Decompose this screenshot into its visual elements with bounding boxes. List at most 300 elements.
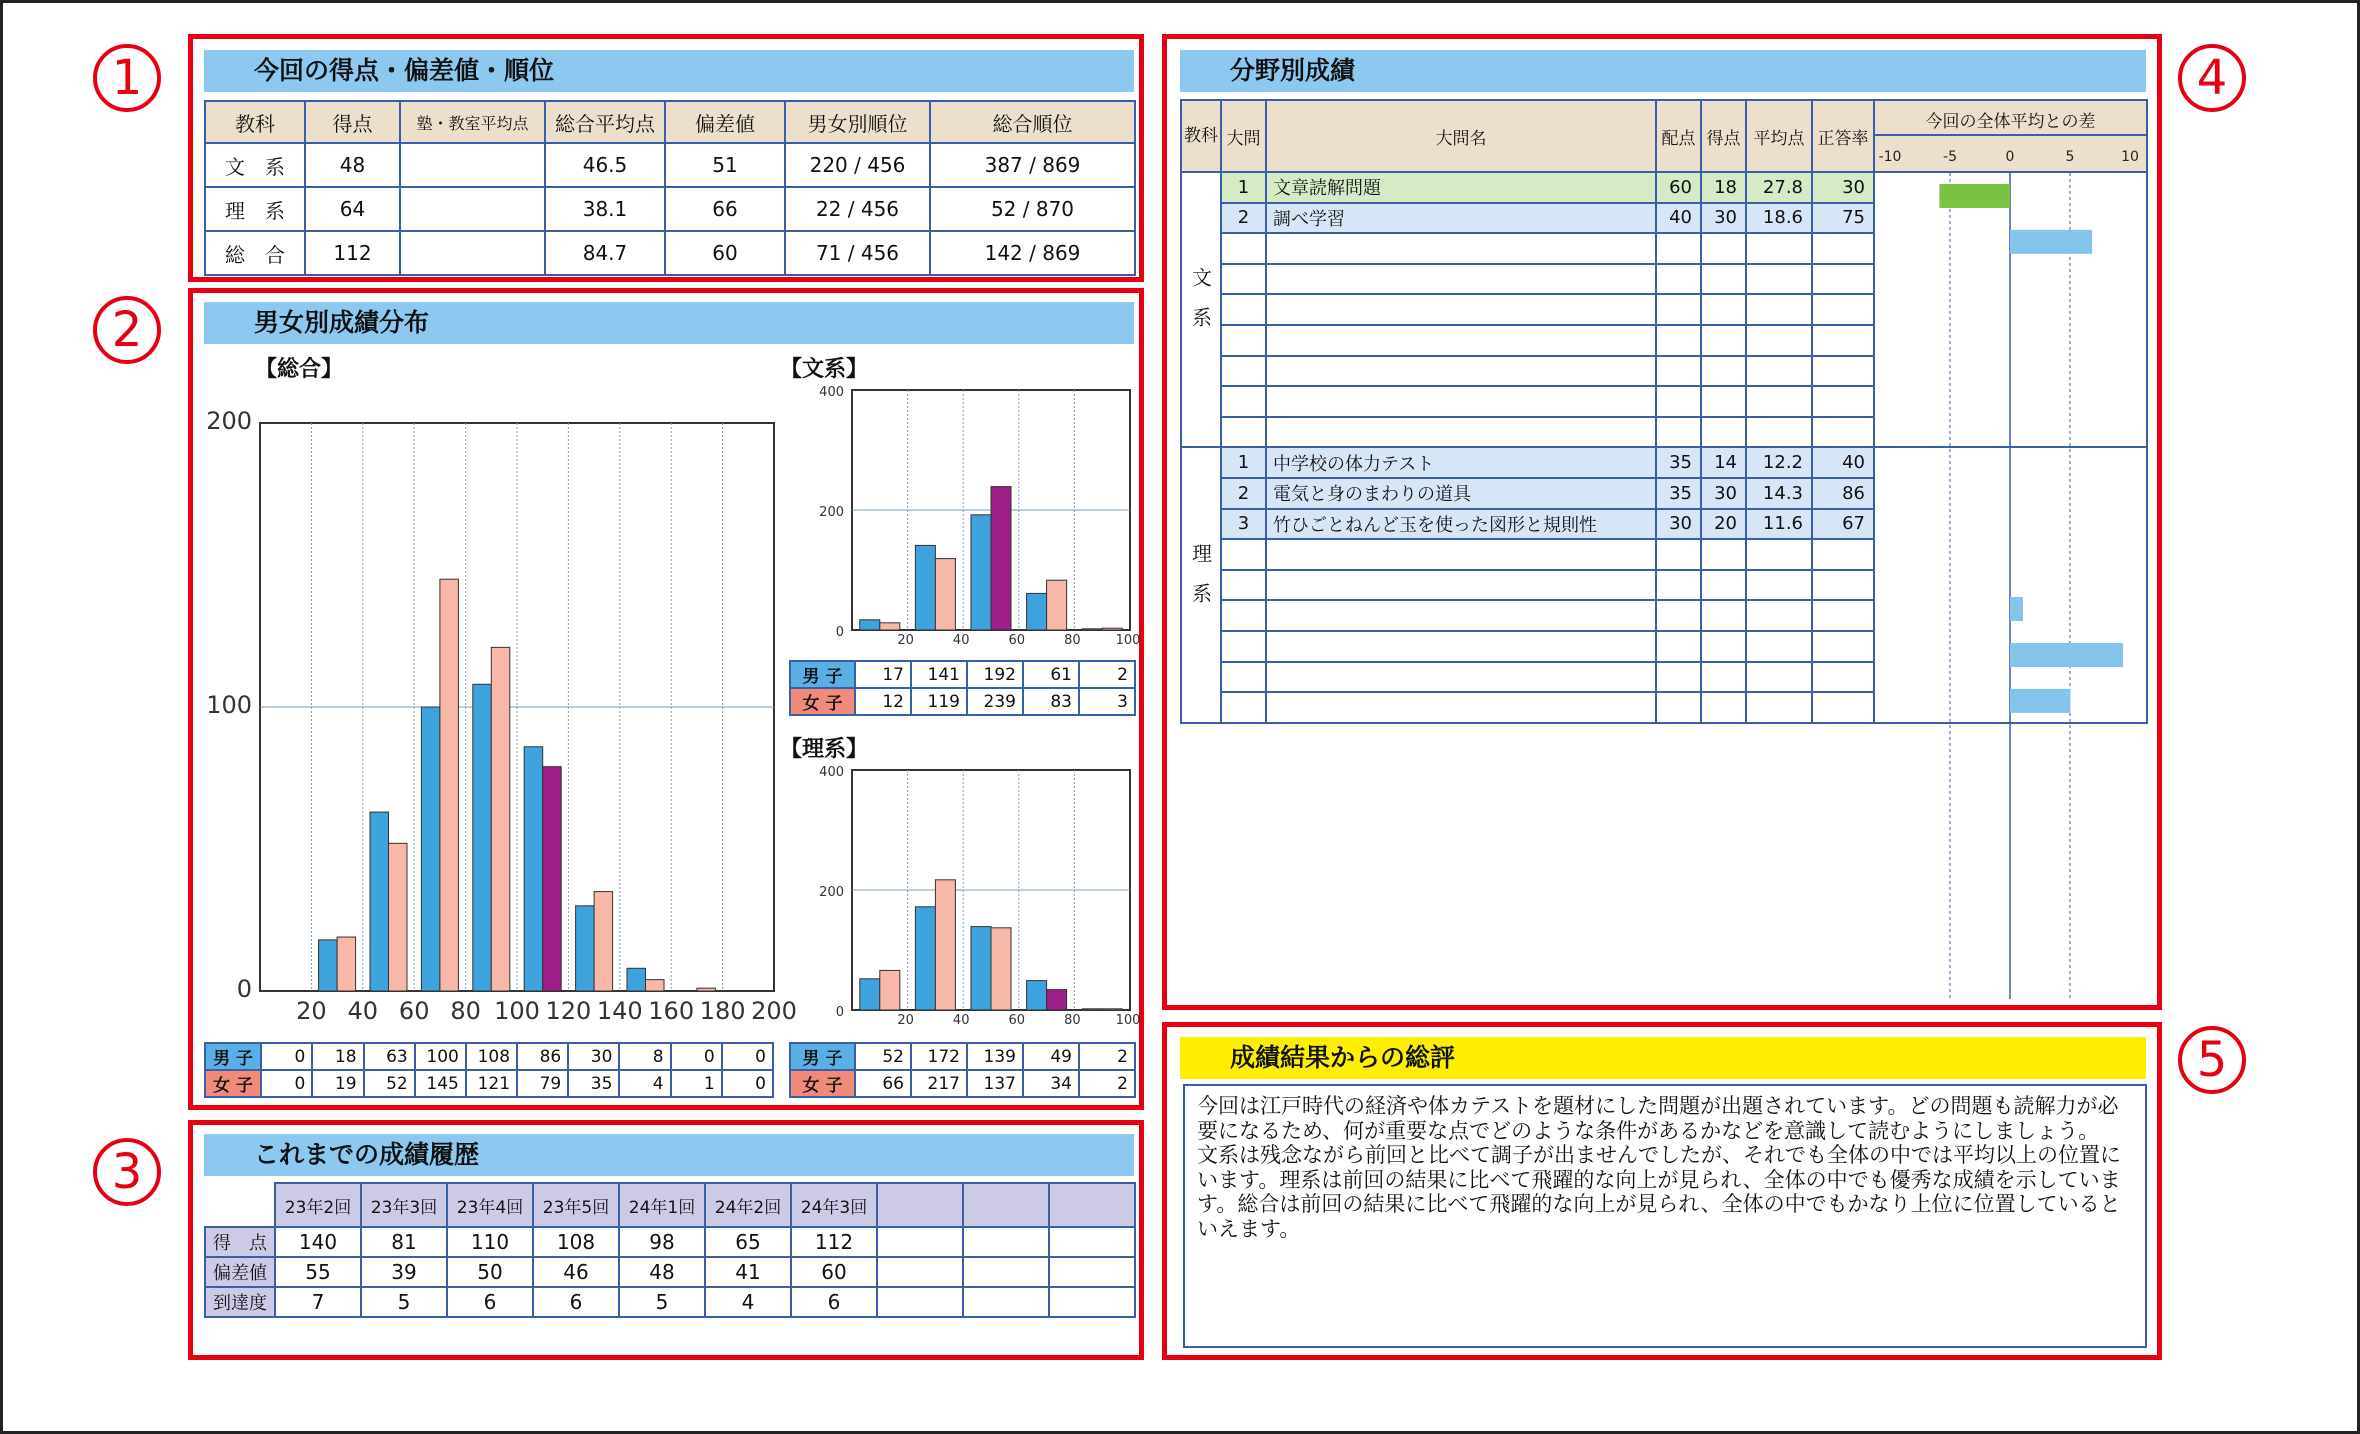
field-cell-score: [1701, 294, 1746, 325]
female-bar: [935, 880, 955, 1010]
field-cell-alloc: [1656, 662, 1701, 693]
field-subject-label: [1181, 172, 1221, 447]
field-cell-avg: [1746, 294, 1812, 325]
field-cell-alloc: 40: [1656, 203, 1701, 234]
field-cell-rate: [1812, 356, 1874, 387]
field-cell-q: [1221, 294, 1266, 325]
male-bar: [473, 684, 492, 991]
score-cell-total-rank: 142 / 869: [930, 231, 1135, 275]
male-bar: [319, 940, 338, 991]
diff-tick-label: -5: [1943, 149, 1957, 165]
header-allocation: 配点: [1656, 100, 1701, 172]
field-cell-name: 電気と身のまわりの道具: [1266, 478, 1656, 509]
history-value: 46: [533, 1257, 619, 1287]
field-cell-rate: [1812, 692, 1874, 723]
header-deviation: 偏差値: [665, 101, 785, 143]
field-cell-name: [1266, 600, 1656, 631]
y-tick-label: 100: [206, 691, 252, 719]
distribution-count: 4: [619, 1070, 670, 1097]
field-cell-alloc: 60: [1656, 172, 1701, 203]
distribution-row: [790, 1043, 1135, 1070]
y-tick-label: 400: [819, 765, 844, 780]
x-tick-label: 60: [398, 997, 430, 1025]
history-period: 23年2回: [275, 1183, 361, 1227]
x-tick-label: 100: [1115, 633, 1141, 648]
score-cell-score: 112: [305, 231, 400, 275]
distribution-count: 18: [312, 1043, 363, 1070]
distribution-count: 49: [1023, 1043, 1079, 1070]
diff-tick-label: 5: [2065, 149, 2075, 165]
score-cell-subject: 総 合: [205, 231, 305, 275]
rikei-distribution-chart: [800, 760, 1141, 1030]
history-value: 60: [791, 1257, 877, 1287]
distribution-count: 145: [415, 1070, 466, 1097]
history-value: 41: [705, 1257, 791, 1287]
field-cell-rate: 67: [1812, 509, 1874, 540]
male-bar: [915, 545, 935, 630]
score-cell-gender-rank: 220 / 456: [785, 143, 930, 187]
female-bar: [880, 970, 900, 1010]
field-cell-rate: [1812, 386, 1874, 417]
field-cell-alloc: 30: [1656, 509, 1701, 540]
section-number-5: 5: [2178, 1026, 2246, 1094]
female-bar: [880, 623, 900, 630]
diff-column-cell: [1874, 447, 2147, 722]
history-value: [1049, 1287, 1135, 1317]
field-cell-name: 竹ひごとねんど玉を使った図形と規則性: [1266, 509, 1656, 540]
history-value: 39: [361, 1257, 447, 1287]
distribution-count: 139: [967, 1043, 1023, 1070]
distribution-count: 2: [1079, 1043, 1135, 1070]
field-cell-q: [1221, 356, 1266, 387]
field-cell-rate: [1812, 631, 1874, 662]
field-cell-alloc: [1656, 417, 1701, 448]
header-total-rank: 総合順位: [930, 101, 1135, 143]
field-cell-avg: [1746, 631, 1812, 662]
history-period: [963, 1183, 1049, 1227]
female-bar: [543, 767, 562, 991]
field-row: [1181, 172, 2147, 203]
field-cell-rate: [1812, 264, 1874, 295]
distribution-count: 0: [261, 1043, 312, 1070]
field-cell-score: [1701, 539, 1746, 570]
history-value: 140: [275, 1227, 361, 1257]
distribution-row: [790, 688, 1135, 715]
x-tick-label: 100: [494, 997, 540, 1025]
field-cell-q: 2: [1221, 203, 1266, 234]
field-cell-alloc: [1656, 386, 1701, 417]
field-cell-alloc: [1656, 233, 1701, 264]
history-value: 50: [447, 1257, 533, 1287]
chart-rikei-label: 【理系】: [780, 737, 869, 762]
field-cell-alloc: [1656, 294, 1701, 325]
field-cell-alloc: [1656, 692, 1701, 723]
field-cell-name: [1266, 417, 1656, 448]
distribution-count: 3: [1079, 688, 1135, 715]
history-value: 5: [619, 1287, 705, 1317]
score-cell-subject: 理 系: [205, 187, 305, 231]
y-tick-label: 200: [206, 407, 252, 435]
history-value: 108: [533, 1227, 619, 1257]
distribution-count: 1: [671, 1070, 722, 1097]
x-tick-label: 80: [450, 997, 481, 1025]
x-tick-label: 20: [296, 997, 327, 1025]
score-summary-table: [204, 100, 1136, 276]
y-tick-label: 400: [819, 385, 844, 400]
male-bar: [1027, 593, 1047, 630]
score-cell-school-avg: [400, 187, 545, 231]
distribution-count: 172: [911, 1043, 967, 1070]
field-cell-alloc: 35: [1656, 447, 1701, 478]
x-tick-label: 80: [1064, 633, 1081, 648]
field-cell-alloc: [1656, 600, 1701, 631]
field-subject-text: 理系: [1188, 542, 1213, 623]
history-value: 98: [619, 1227, 705, 1257]
x-tick-label: 20: [897, 633, 914, 648]
history-value: 55: [275, 1257, 361, 1287]
distribution-count: 119: [911, 688, 967, 715]
field-cell-rate: [1812, 662, 1874, 693]
field-cell-score: 20: [1701, 509, 1746, 540]
field-cell-name: 文章読解問題: [1266, 172, 1656, 203]
score-cell-score: 64: [305, 187, 400, 231]
field-cell-q: [1221, 631, 1266, 662]
field-cell-alloc: [1656, 356, 1701, 387]
field-cell-q: 3: [1221, 509, 1266, 540]
x-tick-label: 100: [1115, 1013, 1141, 1028]
distribution-count: 30: [568, 1043, 619, 1070]
section-number-3: 3: [93, 1138, 161, 1206]
field-cell-score: [1701, 600, 1746, 631]
field-cell-score: [1701, 233, 1746, 264]
comment-title: 成績結果からの総評: [1180, 1037, 2146, 1079]
field-cell-rate: [1812, 600, 1874, 631]
field-subject-label: [1181, 447, 1221, 722]
history-value: [1049, 1257, 1135, 1287]
field-cell-q: 1: [1221, 172, 1266, 203]
field-cell-alloc: [1656, 539, 1701, 570]
distribution-row: [790, 661, 1135, 688]
x-tick-label: 140: [596, 997, 643, 1025]
history-row: [205, 1227, 1135, 1257]
field-cell-q: [1221, 662, 1266, 693]
header-question-name: 大問名: [1266, 100, 1656, 172]
field-cell-name: [1266, 631, 1656, 662]
field-cell-rate: [1812, 294, 1874, 325]
field-cell-alloc: [1656, 325, 1701, 356]
x-tick-label: 160: [648, 997, 695, 1025]
field-cell-score: [1701, 325, 1746, 356]
bunkei-distribution-chart: [800, 380, 1141, 650]
diff-tick-label: 10: [2121, 149, 2139, 165]
female-bar: [1102, 628, 1122, 630]
history-period: 23年3回: [361, 1183, 447, 1227]
x-tick-label: 120: [545, 997, 592, 1025]
female-bar: [440, 579, 459, 991]
bunkei-distribution-table: [789, 660, 1136, 716]
male-bar: [1027, 981, 1047, 1010]
history-table: [204, 1182, 1136, 1318]
header-subject: 教科: [1181, 100, 1221, 172]
field-cell-score: [1701, 264, 1746, 295]
male-label: 男 子: [790, 661, 855, 688]
field-cell-name: 調べ学習: [1266, 203, 1656, 234]
male-bar: [421, 707, 440, 991]
distribution-count: 52: [855, 1043, 911, 1070]
history-value: 81: [361, 1227, 447, 1257]
field-cell-alloc: [1656, 570, 1701, 601]
history-period: 24年3回: [791, 1183, 877, 1227]
distribution-count: 66: [855, 1070, 911, 1097]
female-label: 女 子: [205, 1070, 261, 1097]
male-bar: [971, 515, 991, 630]
x-tick-label: 80: [1064, 1013, 1081, 1028]
female-bar: [991, 928, 1011, 1010]
field-cell-name: [1266, 570, 1656, 601]
history-title: これまでの成績履歴: [204, 1134, 1134, 1176]
field-cell-score: 14: [1701, 447, 1746, 478]
history-value: 48: [619, 1257, 705, 1287]
field-cell-score: 30: [1701, 478, 1746, 509]
field-cell-score: [1701, 692, 1746, 723]
history-value: [963, 1227, 1049, 1257]
y-tick-label: 0: [835, 625, 844, 640]
y-tick-label: 0: [835, 1005, 844, 1020]
field-cell-name: [1266, 325, 1656, 356]
score-cell-school-avg: [400, 231, 545, 275]
field-cell-q: 1: [1221, 447, 1266, 478]
header-school-avg: 塾・教室平均点: [400, 101, 545, 143]
history-value: [877, 1257, 963, 1287]
y-tick-label: 0: [236, 975, 252, 1003]
history-value: 112: [791, 1227, 877, 1257]
distribution-count: 52: [364, 1070, 415, 1097]
field-cell-avg: [1746, 386, 1812, 417]
field-cell-name: [1266, 356, 1656, 387]
field-cell-rate: [1812, 570, 1874, 601]
total-distribution-chart: [204, 395, 797, 1035]
distribution-count: 100: [415, 1043, 466, 1070]
field-cell-rate: 40: [1812, 447, 1874, 478]
history-value: 65: [705, 1227, 791, 1257]
chart-bunkei-label: 【文系】: [780, 357, 869, 382]
distribution-row: [205, 1070, 773, 1097]
distribution-row: [790, 1070, 1135, 1097]
distribution-count: 34: [1023, 1070, 1079, 1097]
field-cell-avg: [1746, 539, 1812, 570]
total-distribution-table: [204, 1042, 774, 1098]
field-cell-name: 中学校の体力テスト: [1266, 447, 1656, 478]
score-cell-avg: 84.7: [545, 231, 665, 275]
y-tick-label: 200: [819, 885, 844, 900]
field-cell-alloc: [1656, 631, 1701, 662]
field-cell-q: [1221, 386, 1266, 417]
header-score: 得点: [305, 101, 400, 143]
score-summary-header-row: [205, 101, 1135, 143]
history-value: 110: [447, 1227, 533, 1257]
distribution-count: 217: [911, 1070, 967, 1097]
female-bar: [697, 988, 716, 991]
field-results-title: 分野別成績: [1180, 50, 2146, 92]
diff-tick-label: 0: [2005, 149, 2015, 165]
field-cell-avg: [1746, 233, 1812, 264]
field-cell-score: 18: [1701, 172, 1746, 203]
distribution-count: 0: [722, 1070, 773, 1097]
x-tick-label: 200: [751, 997, 797, 1025]
section-number-2: 2: [93, 296, 161, 364]
score-cell-avg: 46.5: [545, 143, 665, 187]
field-cell-rate: 75: [1812, 203, 1874, 234]
history-corner: [205, 1183, 275, 1227]
field-cell-avg: [1746, 356, 1812, 387]
field-cell-name: [1266, 264, 1656, 295]
distribution-count: 17: [855, 661, 911, 688]
female-bar: [594, 892, 613, 991]
section-number-1: 1: [93, 44, 161, 112]
female-bar: [1102, 1009, 1122, 1010]
history-header-row: [205, 1183, 1135, 1227]
header-average: 平均点: [1746, 100, 1812, 172]
history-value: [877, 1287, 963, 1317]
header-score: 得点: [1701, 100, 1746, 172]
distribution-count: 12: [855, 688, 911, 715]
field-cell-q: [1221, 417, 1266, 448]
field-cell-q: [1221, 325, 1266, 356]
field-cell-avg: 27.8: [1746, 172, 1812, 203]
score-cell-gender-rank: 22 / 456: [785, 187, 930, 231]
history-row-label: 偏差値: [205, 1257, 275, 1287]
distribution-count: 0: [261, 1070, 312, 1097]
field-cell-q: [1221, 539, 1266, 570]
history-value: [877, 1227, 963, 1257]
female-bar: [1047, 580, 1067, 630]
distribution-count: 61: [1023, 661, 1079, 688]
history-period: 23年4回: [447, 1183, 533, 1227]
distribution-count: 121: [466, 1070, 517, 1097]
male-bar: [524, 747, 543, 991]
female-bar: [337, 937, 356, 991]
field-cell-score: [1701, 662, 1746, 693]
field-cell-name: [1266, 662, 1656, 693]
field-cell-q: [1221, 233, 1266, 264]
field-row: [1181, 447, 2147, 478]
field-cell-q: [1221, 264, 1266, 295]
field-cell-rate: 86: [1812, 478, 1874, 509]
field-results-table: [1180, 99, 2148, 724]
score-cell-dev: 66: [665, 187, 785, 231]
score-cell-total-rank: 387 / 869: [930, 143, 1135, 187]
field-cell-q: [1221, 570, 1266, 601]
x-tick-label: 60: [1008, 1013, 1026, 1028]
history-period: 24年1回: [619, 1183, 705, 1227]
x-tick-label: 40: [952, 633, 970, 648]
diff-tick-label: -10: [1878, 149, 1902, 165]
female-bar: [991, 487, 1011, 630]
female-bar: [1047, 990, 1067, 1010]
field-cell-name: [1266, 386, 1656, 417]
field-cell-rate: 30: [1812, 172, 1874, 203]
field-cell-avg: [1746, 692, 1812, 723]
field-cell-score: [1701, 356, 1746, 387]
x-tick-label: 60: [1008, 633, 1026, 648]
distribution-count: 0: [722, 1043, 773, 1070]
score-cell-score: 48: [305, 143, 400, 187]
male-label: 男 子: [790, 1043, 855, 1070]
field-cell-avg: 18.6: [1746, 203, 1812, 234]
male-bar: [971, 927, 991, 1010]
male-bar: [576, 906, 595, 991]
field-subject-text: 文系: [1188, 267, 1213, 348]
field-cell-score: [1701, 631, 1746, 662]
history-value: [963, 1257, 1049, 1287]
field-cell-score: [1701, 386, 1746, 417]
history-row-label: 得 点: [205, 1227, 275, 1257]
distribution-count: 137: [967, 1070, 1023, 1097]
field-cell-avg: 14.3: [1746, 478, 1812, 509]
history-value: 6: [447, 1287, 533, 1317]
field-cell-avg: [1746, 662, 1812, 693]
history-period: [1049, 1183, 1135, 1227]
distribution-count: 83: [1023, 688, 1079, 715]
field-cell-rate: [1812, 417, 1874, 448]
distribution-count: 86: [517, 1043, 568, 1070]
field-cell-avg: [1746, 325, 1812, 356]
field-cell-avg: 11.6: [1746, 509, 1812, 540]
field-cell-rate: [1812, 233, 1874, 264]
history-period: 24年2回: [705, 1183, 791, 1227]
distribution-count: 192: [967, 661, 1023, 688]
distribution-title: 男女別成績分布: [204, 302, 1134, 344]
male-bar: [627, 968, 646, 991]
score-cell-dev: 51: [665, 143, 785, 187]
female-bar: [935, 559, 955, 630]
male-bar: [1082, 629, 1102, 630]
chart-total-label: 【総合】: [255, 357, 344, 382]
female-bar: [646, 980, 665, 991]
history-value: [963, 1287, 1049, 1317]
score-cell-gender-rank: 71 / 456: [785, 231, 930, 275]
y-tick-label: 200: [819, 505, 844, 520]
male-bar: [370, 812, 389, 991]
history-row: [205, 1257, 1135, 1287]
history-value: 5: [361, 1287, 447, 1317]
header-correct-rate: 正答率: [1812, 100, 1874, 172]
history-value: 6: [791, 1287, 877, 1317]
field-cell-avg: [1746, 264, 1812, 295]
male-bar: [860, 620, 880, 630]
history-period: 23年5回: [533, 1183, 619, 1227]
field-cell-score: 30: [1701, 203, 1746, 234]
diff-column-cell: [1874, 172, 2147, 447]
score-cell-subject: 文 系: [205, 143, 305, 187]
male-bar: [915, 907, 935, 1010]
male-bar: [1082, 1009, 1102, 1010]
female-label: 女 子: [790, 688, 855, 715]
distribution-count: 239: [967, 688, 1023, 715]
field-cell-name: [1266, 539, 1656, 570]
history-value: 4: [705, 1287, 791, 1317]
score-summary-row: [205, 143, 1135, 187]
distribution-count: 79: [517, 1070, 568, 1097]
distribution-count: 2: [1079, 1070, 1135, 1097]
distribution-count: 0: [671, 1043, 722, 1070]
female-bar: [389, 843, 408, 991]
rikei-distribution-table: [789, 1042, 1136, 1098]
field-cell-avg: [1746, 417, 1812, 448]
field-cell-alloc: [1656, 264, 1701, 295]
header-avg: 総合平均点: [545, 101, 665, 143]
field-header-row: [1181, 100, 2147, 172]
